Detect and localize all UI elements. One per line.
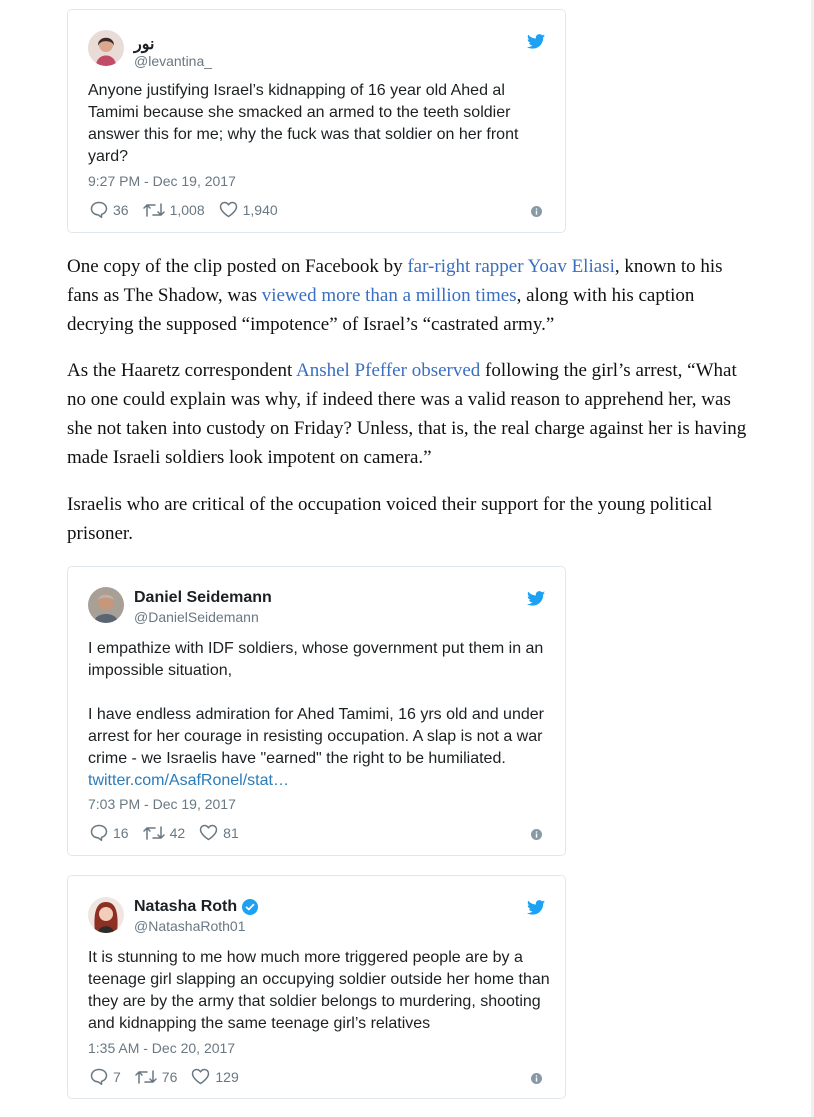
article-link[interactable]: far-right rapper Yoav Eliasi: [407, 256, 615, 277]
verified-badge-icon: [242, 899, 258, 915]
article-paragraph: One copy of the clip posted on Facebook by far-right rapper Yoav Eliasi, known to his fans as The Shadow, was viewed more than a million times, along with his caption decrying the supposed “impotence” of Israel’s “castrated army.”: [67, 256, 723, 335]
retweet-button[interactable]: [135, 1069, 178, 1085]
reply-count: 16: [113, 824, 129, 841]
heart-icon: [219, 201, 238, 218]
retweet-count: 1,008: [169, 201, 205, 218]
tweet-actions: [90, 824, 253, 841]
info-icon[interactable]: [531, 829, 542, 840]
tweet-timestamp[interactable]: 7:03 PM - Dec 19, 2017: [88, 796, 236, 812]
heart-icon: [191, 1068, 210, 1085]
author-name[interactable]: Natasha Roth: [134, 898, 258, 916]
like-button[interactable]: [199, 824, 239, 841]
reply-button[interactable]: [90, 201, 129, 218]
like-button[interactable]: [191, 1068, 238, 1085]
like-count: 129: [215, 1068, 239, 1085]
tweet-text: Anyone justifying Israel’s kidnapping of 16 year old Ahed al Tamimi because she smacked an armed to the teeth soldier answer this for me; why the fuck was that soldier on her front yard?: [88, 82, 523, 165]
twitter-bird-icon[interactable]: [527, 591, 545, 606]
embedded-tweet[interactable]: [67, 9, 566, 233]
author-handle[interactable]: @levantina_: [134, 53, 213, 69]
tweet-timestamp[interactable]: 1:35 AM - Dec 20, 2017: [88, 1040, 236, 1056]
heart-icon: [199, 824, 218, 841]
reply-icon: [90, 824, 108, 841]
retweet-icon: [143, 202, 165, 218]
article-paragraph: Israelis who are critical of the occupation voiced their support for the young political prisoner.: [67, 494, 713, 544]
retweet-count: 42: [169, 824, 186, 841]
reply-button[interactable]: [90, 824, 129, 841]
author-handle[interactable]: @DanielSeidemann: [134, 609, 259, 625]
twitter-bird-icon[interactable]: [527, 900, 545, 915]
like-button[interactable]: [219, 201, 278, 218]
retweet-button[interactable]: [143, 825, 186, 841]
retweet-button[interactable]: [143, 202, 205, 218]
embedded-tweet[interactable]: [67, 566, 566, 856]
embedded-tweet[interactable]: [67, 875, 566, 1099]
retweet-icon: [135, 1069, 157, 1085]
tweet-text: It is stunning to me how much more triggered people are by a teenage girl slapping an occupying soldier outside her home than they are by the army that soldier belongs to murdering, shooting and kidnapping the same teenage girl’s relatives: [88, 949, 555, 1032]
article-link[interactable]: Anshel Pfeffer observed: [295, 360, 481, 381]
like-count: 81: [223, 824, 239, 841]
reply-icon: [90, 201, 108, 218]
article-link[interactable]: viewed more than a million times: [261, 285, 517, 306]
tweet-timestamp[interactable]: 9:27 PM - Dec 19, 2017: [88, 173, 236, 189]
author-name[interactable]: Daniel Seidemann: [134, 589, 272, 606]
reply-button[interactable]: [90, 1068, 121, 1085]
tweet-actions: [90, 201, 292, 218]
avatar[interactable]: [88, 897, 124, 933]
reply-icon: [90, 1068, 108, 1085]
retweet-count: 76: [161, 1068, 178, 1085]
reply-count: 36: [113, 201, 129, 218]
info-icon[interactable]: [531, 206, 542, 217]
info-icon[interactable]: [531, 1073, 542, 1084]
avatar[interactable]: [88, 30, 124, 66]
avatar[interactable]: [88, 587, 124, 623]
tweet-link[interactable]: twitter.com/AsafRonel/stat…: [88, 772, 289, 789]
reply-count: 7: [113, 1068, 121, 1085]
author-handle[interactable]: @NatashaRoth01: [134, 918, 246, 934]
author-name[interactable]: نور: [134, 36, 155, 53]
tweet-actions: [90, 1068, 253, 1085]
tweet-text: I empathize with IDF soldiers, whose government put them in an impossible situation, I have endless admiration for Ahed Tamimi, 16 yrs old and under arrest for her courage in resisting occupation. A slap is not a war crime - we Israelis have "earned" the right to be humiliated. twitter.com/AsafRonel/stat…: [88, 638, 550, 792]
article-paragraph: As the Haaretz correspondent Anshel Pfeffer observed following the girl’s arrest, “What no one could explain was why, if indeed there was a valid reason to apprehend her, was she not taken into custody on Friday? Unless, that is, the real charge against her is having made Israeli soldiers look impotent on camera.”: [67, 360, 747, 468]
like-count: 1,940: [242, 201, 278, 218]
twitter-bird-icon[interactable]: [527, 34, 545, 49]
retweet-icon: [143, 825, 165, 841]
